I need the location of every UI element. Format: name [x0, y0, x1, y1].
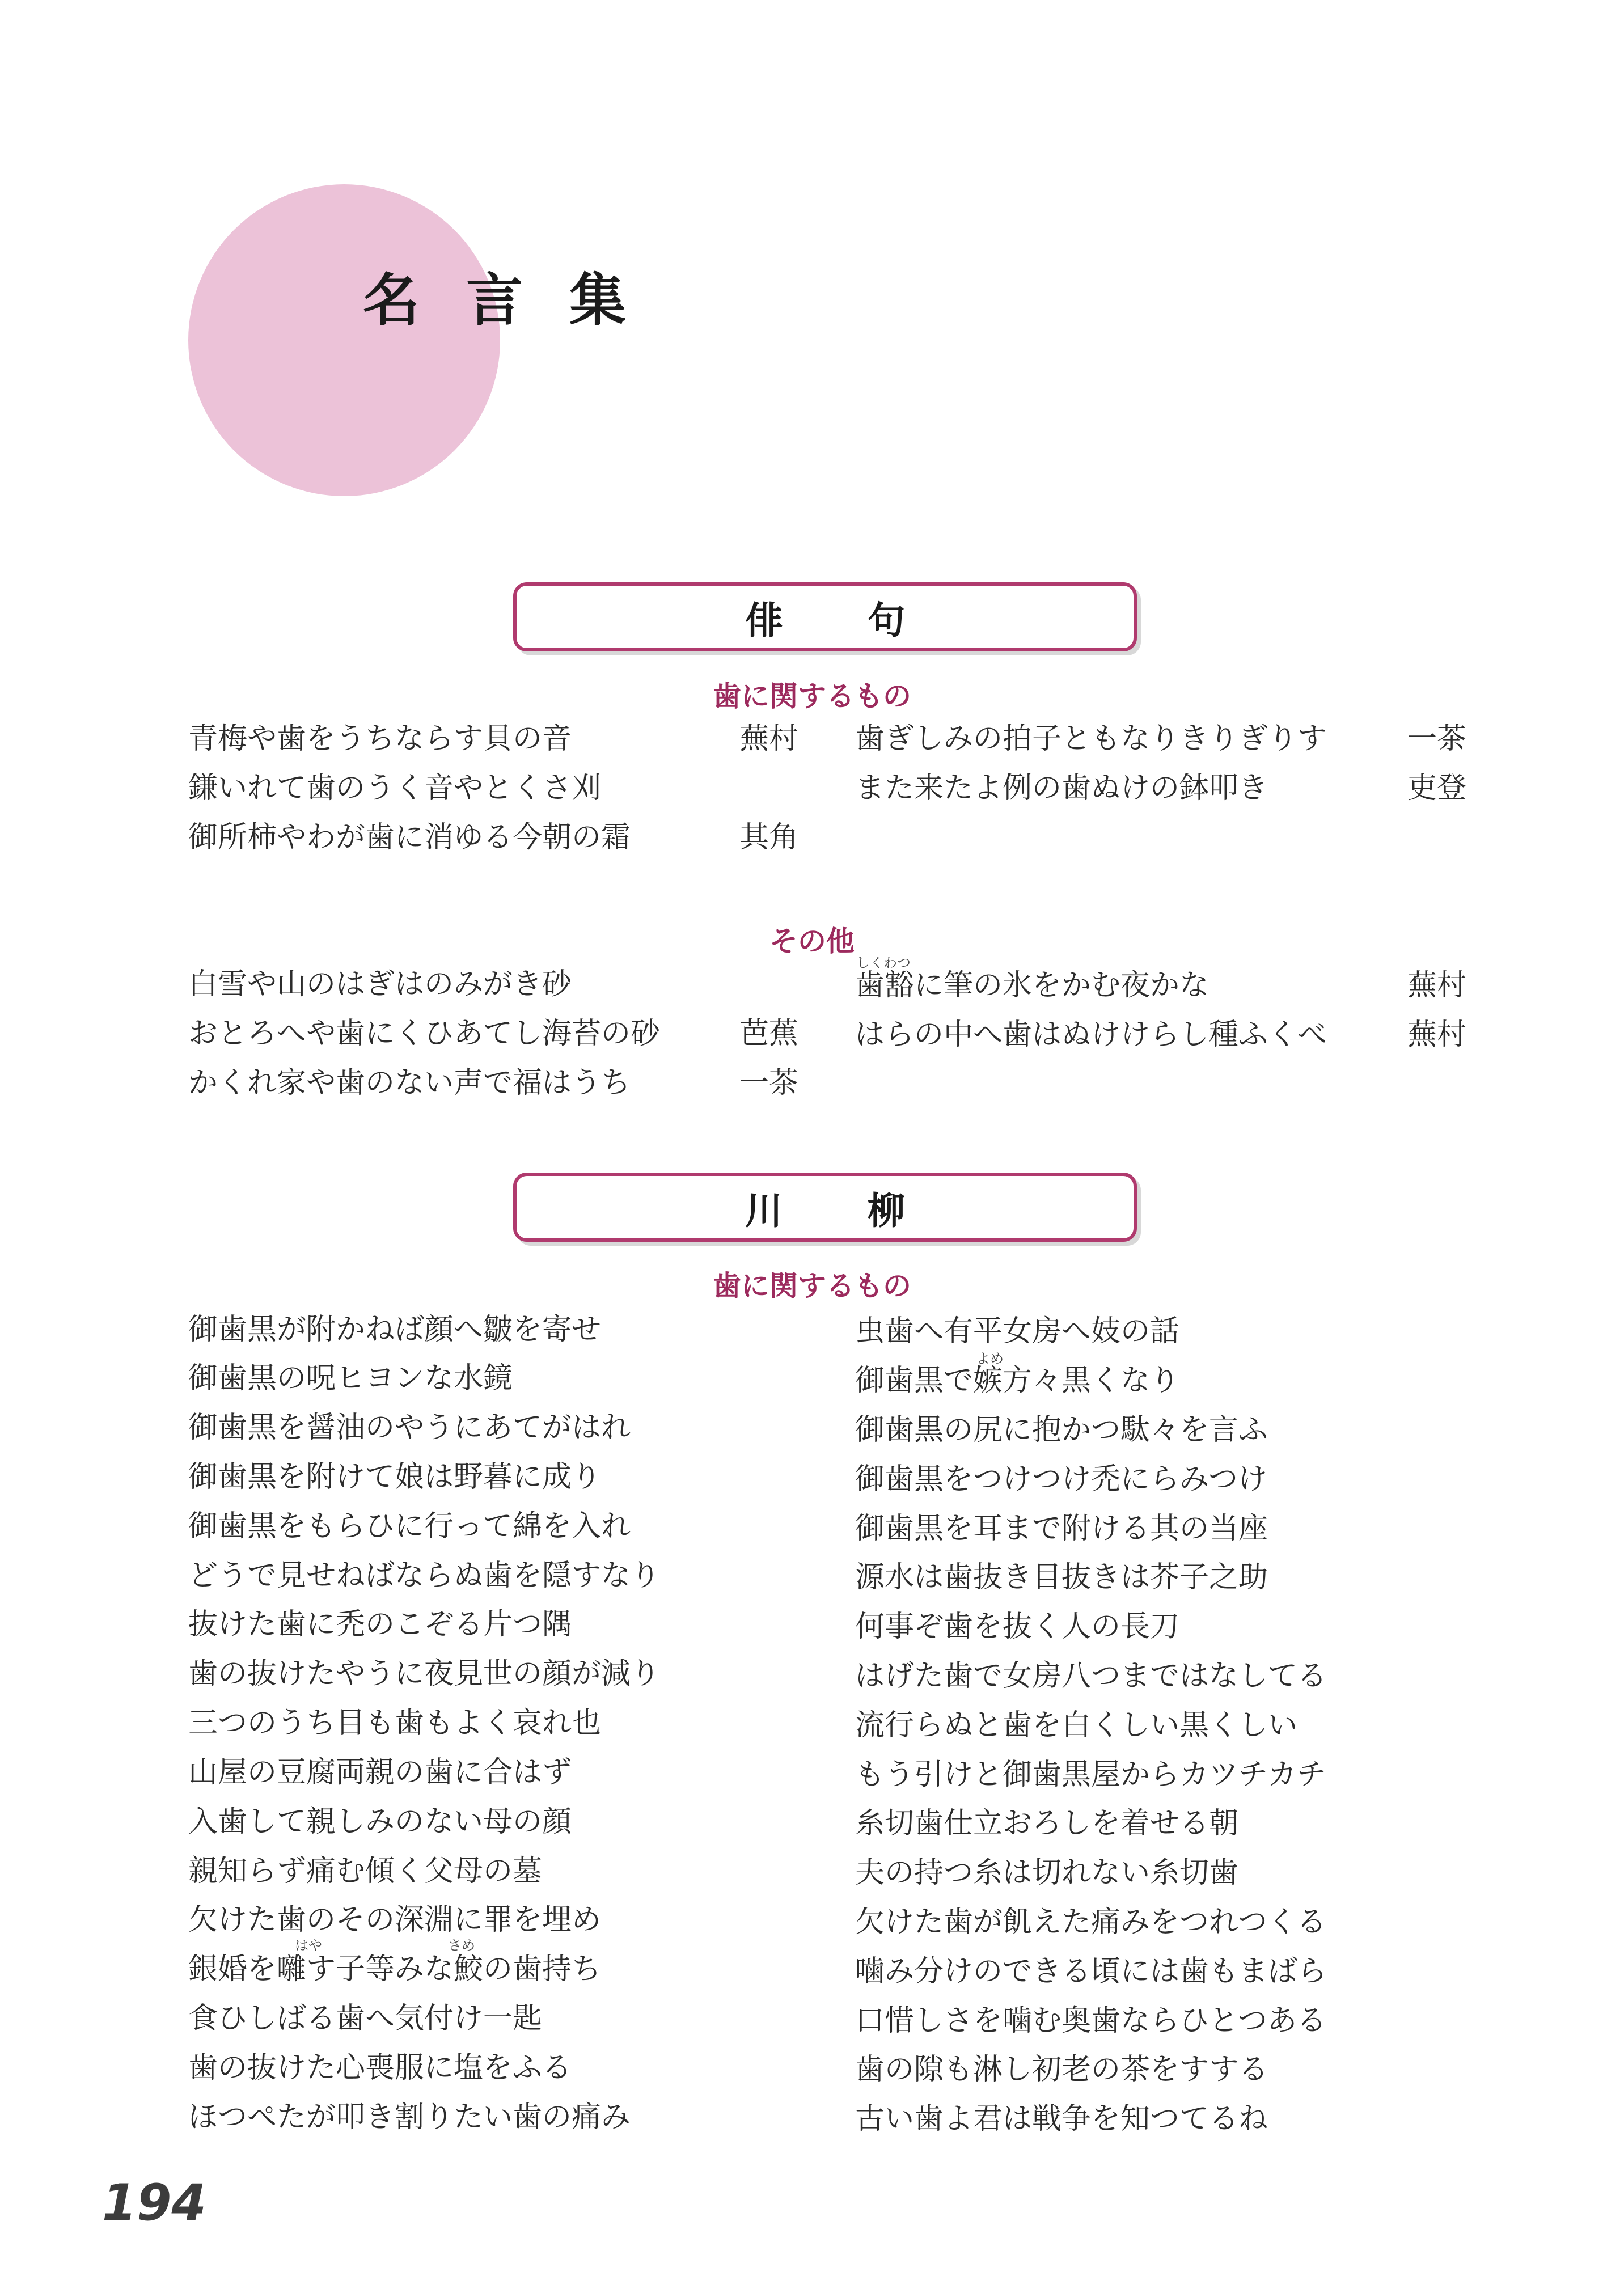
senryu-right-5: 御歯黒を耳まで附ける其の当座 — [855, 1512, 1268, 1546]
senryu-right-16: 歯の隙も淋し初老の茶をすする — [855, 2053, 1268, 2087]
haiku-teeth-left-3-author: 其角 — [739, 820, 799, 854]
senryu-left-6: どうで見せねばならぬ歯を隠すなり — [188, 1559, 661, 1593]
page-title: 名言集 — [363, 267, 673, 333]
senryu-right-3: 御歯黒の尻に抱かつ駄々を言ふ — [855, 1413, 1268, 1447]
senryu-right-15: 口惜しさを噛む奥歯ならひとつある — [855, 2004, 1326, 2038]
haiku-teeth-right-1-author: 一茶 — [1407, 722, 1467, 756]
haiku-teeth-right-2: また来たよ例の歯ぬけの鉢叩き — [855, 771, 1268, 805]
haiku-other-left-3: かくれ家や歯のない声で福はうち — [188, 1066, 631, 1100]
senryu-left-10: 山屋の豆腐両親の歯に合はず — [188, 1755, 572, 1789]
senryu-left-9: 三つのうち目も歯もよく哀れ也 — [188, 1706, 602, 1740]
senryu-right-12: 夫の持つ糸は切れない糸切歯 — [855, 1856, 1239, 1890]
senryu-section-title: 川柳 — [745, 1188, 990, 1233]
haiku-other-right-2-author: 蕪村 — [1407, 1018, 1467, 1052]
senryu-left-14-ruby-a: はや — [295, 1937, 322, 1953]
senryu-right-1: 虫歯へ有平女房へ妓の話 — [855, 1314, 1180, 1348]
senryu-right-2-ruby: よめ — [976, 1351, 1004, 1367]
senryu-right-10: もう引けと御歯黒屋からカツチカチ — [855, 1758, 1326, 1792]
senryu-left-15: 食ひしばる歯へ気付け一匙 — [188, 2002, 543, 2036]
senryu-left-8: 歯の抜けたやうに夜見世の顔が減り — [188, 1657, 661, 1691]
haiku-teeth-right-2-author: 吏登 — [1407, 771, 1467, 805]
haiku-other-left-3-author: 一茶 — [739, 1066, 799, 1100]
senryu-right-6: 源水は歯抜き目抜きは芥子之助 — [855, 1560, 1268, 1594]
senryu-right-11: 糸切歯仕立おろしを着せる朝 — [855, 1807, 1239, 1841]
senryu-left-3: 御歯黒を醤油のやうにあてがはれ — [188, 1411, 631, 1445]
senryu-section-box — [513, 1173, 1137, 1242]
haiku-section-title: 俳句 — [745, 598, 990, 642]
haiku-other-left-1: 白雪や山のはぎはのみがき砂 — [188, 967, 572, 1001]
haiku-other-right-1: 歯豁に筆の氷をかむ夜かな — [855, 968, 1209, 1002]
senryu-right-8: はげた歯で女房八つまではなしてる — [855, 1659, 1327, 1693]
page-number: 194 — [102, 2173, 206, 2232]
haiku-teeth-right-1: 歯ぎしみの拍子ともなりきりぎりす — [855, 722, 1327, 756]
haiku-teeth-left-3: 御所柿やわが歯に消ゆる今朝の霜 — [188, 820, 631, 854]
haiku-section-box — [513, 582, 1137, 651]
senryu-left-5: 御歯黒をもらひに行って綿を入れ — [188, 1509, 631, 1543]
senryu-left-4: 御歯黒を附けて娘は野暮に成り — [188, 1460, 602, 1494]
haiku-teeth-left-2: 鎌いれて歯のうく音やとくさ刈 — [188, 771, 602, 805]
haiku-other-right-1-ruby: しくわつ — [856, 955, 911, 971]
senryu-left-12: 親知らず痛む傾く父母の墓 — [188, 1854, 543, 1888]
haiku-teeth-left-1: 青梅や歯をうちならす貝の音 — [188, 722, 572, 756]
senryu-left-2: 御歯黒の呪ヒヨンな水鏡 — [188, 1361, 513, 1395]
senryu-left-14: 銀婚を囃す子等みな鮫の歯持ち — [188, 1952, 602, 1986]
senryu-left-7: 抜けた歯に禿のこぞる片つ隅 — [188, 1607, 572, 1642]
senryu-right-7: 何事ぞ歯を抜く人の長刀 — [855, 1610, 1180, 1644]
haiku-other-left-2: おとろへや歯にくひあてし海苔の砂 — [188, 1017, 661, 1051]
senryu-left-11: 入歯して親しみのない母の顔 — [188, 1805, 572, 1839]
senryu-right-14: 噛み分けのできる頃には歯もまばら — [855, 1954, 1327, 1989]
senryu-right-2: 御歯黒で嫉方々黒くなり — [855, 1364, 1180, 1398]
senryu-left-16: 歯の抜けた心喪服に塩をふる — [188, 2051, 572, 2085]
title-circle — [188, 184, 500, 496]
haiku-teeth-heading: 歯に関するもの — [713, 680, 911, 713]
senryu-left-13: 欠けた歯のその深淵に罪を埋め — [188, 1903, 602, 1937]
haiku-other-left-2-author: 芭蕉 — [739, 1017, 799, 1051]
senryu-heading: 歯に関するもの — [713, 1270, 911, 1302]
senryu-left-14-ruby-b: さめ — [448, 1937, 475, 1953]
haiku-other-heading: その他 — [769, 925, 855, 958]
haiku-other-right-2: はらの中へ歯はぬけけらし種ふくべ — [855, 1018, 1327, 1052]
haiku-other-right-1-author: 蕪村 — [1407, 968, 1467, 1002]
haiku-teeth-left-1-author: 蕪村 — [739, 722, 799, 756]
senryu-right-4: 御歯黒をつけつけ禿にらみつけ — [855, 1462, 1267, 1496]
senryu-right-17: 古い歯よ君は戦争を知つてるね — [855, 2102, 1268, 2136]
senryu-left-17: ほつぺたが叩き割りたい歯の痛み — [188, 2100, 631, 2134]
senryu-right-13: 欠けた歯が飢えた痛みをつれつくる — [855, 1905, 1326, 1939]
senryu-left-1: 御歯黒が附かねば顔へ皺を寄せ — [188, 1313, 602, 1347]
senryu-right-9: 流行らぬと歯を白くしい黒くしい — [855, 1708, 1298, 1742]
